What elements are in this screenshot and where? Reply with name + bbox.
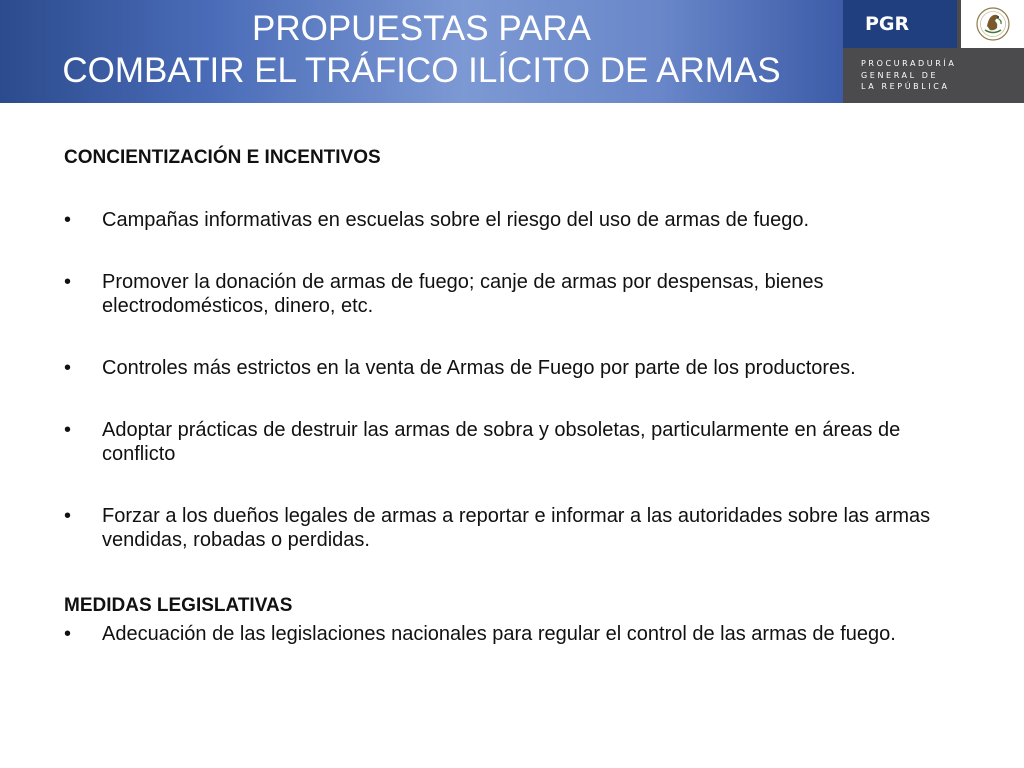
bullet-list: [64, 618, 964, 651]
pgr-abbreviation: PGR: [843, 0, 957, 48]
list-item-text: Forzar a los dueños legales de armas a reportar e informar a las autoridades sobre las armas vendidas, robadas o perdidas.: [102, 505, 931, 551]
bullet-icon: •: [64, 623, 72, 645]
list-item-text: Adecuación de las legislaciones nacionales para regular el control de las armas de fuego.: [102, 623, 896, 645]
pgr-name-line3: LA REPÚBLICA: [861, 82, 950, 91]
list-item: [64, 418, 964, 466]
bullet-icon: •: [64, 209, 72, 231]
slide-title: [0, 8, 843, 92]
list-item: [64, 504, 964, 552]
list-item-text: Campañas informativas en escuelas sobre el riesgo del uso de armas de fuego.: [102, 209, 810, 231]
bullet-icon: •: [64, 357, 72, 379]
list-item: [64, 356, 964, 380]
pgr-name-line1: PROCURADURÍA: [861, 59, 957, 68]
list-item-text: Controles más estrictos en la venta de Armas de Fuego por parte de los productores.: [102, 357, 856, 379]
bullet-icon: •: [64, 505, 72, 527]
pgr-logo: [843, 0, 1024, 103]
list-item: [64, 618, 964, 651]
title-banner: [0, 0, 843, 103]
bullet-icon: •: [64, 271, 72, 293]
section-heading: MEDIDAS LEGISLATIVAS: [64, 595, 293, 616]
section-concientizacion: [64, 146, 964, 552]
coat-of-arms-icon: [975, 2, 1011, 46]
seal-container: [961, 0, 1024, 48]
pgr-full-name: [861, 58, 956, 93]
list-item-text: Adoptar prácticas de destruir las armas de sobra y obsoletas, particularmente en áreas de conflicto: [102, 419, 901, 465]
list-item: [64, 270, 964, 318]
slide-body: [64, 146, 964, 651]
bullet-list: [64, 208, 964, 552]
bullet-icon: •: [64, 419, 72, 441]
slide-title-line2: COMBATIR EL TRÁFICO ILÍCITO DE ARMAS: [62, 51, 781, 90]
slide-title-line1: PROPUESTAS PARA: [251, 9, 592, 48]
section-heading: CONCIENTIZACIÓN E INCENTIVOS: [64, 147, 381, 168]
section-medidas-legislativas: [64, 594, 964, 651]
pgr-name-line2: GENERAL DE: [861, 70, 939, 80]
list-item: [64, 208, 964, 232]
list-item-text: Promover la donación de armas de fuego; canje de armas por despensas, bienes electrodomésticos, dinero, etc.: [102, 271, 824, 317]
